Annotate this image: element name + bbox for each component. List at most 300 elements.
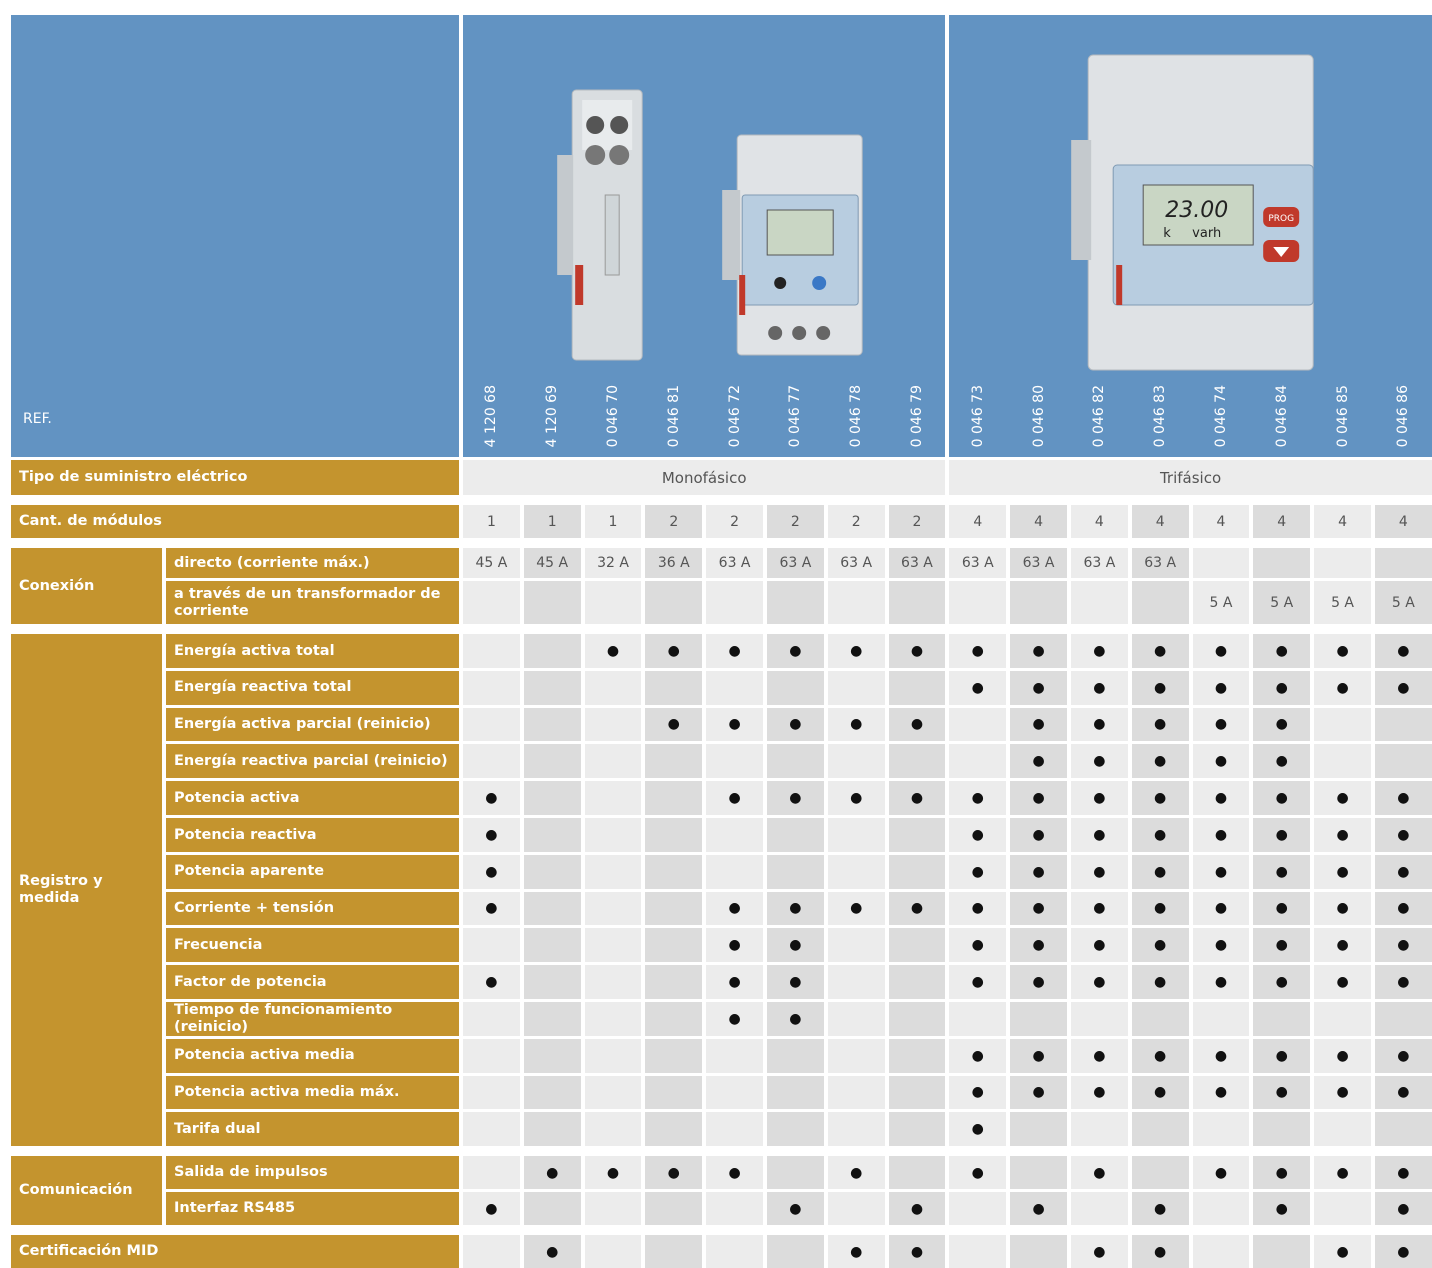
mid-cell bbox=[1010, 1235, 1067, 1268]
registro-cell bbox=[1132, 1039, 1189, 1073]
feature-mark: ● bbox=[971, 900, 984, 917]
mid-cell bbox=[1314, 1235, 1371, 1268]
registro-cell bbox=[1375, 1039, 1432, 1073]
feature-mark: ● bbox=[1214, 679, 1228, 696]
registro-cell bbox=[1010, 781, 1067, 815]
registro-cell bbox=[1314, 1002, 1371, 1036]
registro-cell bbox=[1132, 818, 1189, 852]
conexion-value bbox=[1375, 548, 1432, 578]
feature-mark: ● bbox=[1154, 1084, 1167, 1101]
registro-cell bbox=[585, 965, 642, 999]
registro-cell bbox=[1314, 634, 1371, 668]
registro-cell bbox=[1253, 892, 1310, 926]
three-phase-meter-image bbox=[949, 35, 1431, 375]
registro-cell bbox=[1132, 1112, 1189, 1146]
registro-cell bbox=[1071, 1112, 1128, 1146]
comunicacion-row-label: Interfaz RS485 bbox=[166, 1192, 459, 1225]
feature-mark: ● bbox=[1214, 974, 1228, 991]
comunicacion-cell bbox=[949, 1192, 1006, 1225]
feature-mark: ● bbox=[789, 937, 802, 954]
svg-text:PROG: PROG bbox=[1268, 214, 1295, 224]
feature-mark: ● bbox=[1397, 1200, 1410, 1217]
mid-cell bbox=[1132, 1235, 1189, 1268]
registro-row-label: Potencia activa media máx. bbox=[166, 1076, 459, 1110]
comunicacion-cell bbox=[1375, 1156, 1432, 1189]
registro-cell bbox=[1375, 744, 1432, 778]
registro-row-label: Potencia reactiva bbox=[166, 818, 459, 852]
conexion-value bbox=[1132, 581, 1189, 624]
feature-mark: ● bbox=[728, 900, 741, 917]
registro-cell bbox=[767, 744, 824, 778]
registro-cell bbox=[1132, 855, 1189, 889]
comunicacion-group-label: Comunicación bbox=[11, 1156, 162, 1225]
feature-mark: ● bbox=[1154, 679, 1167, 696]
registro-cell bbox=[1253, 855, 1310, 889]
ref-code-text: 0 046 82 bbox=[1091, 384, 1108, 447]
registro-cell bbox=[645, 855, 702, 889]
registro-cell bbox=[767, 634, 824, 668]
feature-mark: ● bbox=[1093, 642, 1106, 659]
registro-cell bbox=[1375, 928, 1432, 962]
registro-cell bbox=[524, 965, 581, 999]
conexion-value: 63 A bbox=[1071, 548, 1128, 578]
product-comparison-table bbox=[11, 0, 1432, 1268]
meter-display-text: 23.00 bbox=[1165, 198, 1229, 223]
svg-text:k: k bbox=[1163, 226, 1172, 241]
feature-mark: ● bbox=[1397, 937, 1410, 954]
registro-cell bbox=[889, 781, 946, 815]
registro-cell bbox=[706, 1112, 763, 1146]
registro-cell bbox=[889, 892, 946, 926]
mid-cell bbox=[645, 1235, 702, 1268]
registro-cell bbox=[463, 1002, 520, 1036]
mid-cell bbox=[949, 1235, 1006, 1268]
registro-cell bbox=[463, 855, 520, 889]
registro-cell bbox=[1132, 744, 1189, 778]
registro-cell bbox=[1071, 855, 1128, 889]
registro-cell bbox=[1132, 928, 1189, 962]
feature-mark: ● bbox=[1275, 679, 1288, 696]
supply-type-label: Tipo de suministro eléctrico bbox=[11, 460, 459, 495]
ref-label: REF. bbox=[11, 15, 459, 457]
feature-mark: ● bbox=[910, 642, 924, 659]
feature-mark: ● bbox=[1275, 937, 1288, 954]
feature-mark: ● bbox=[1154, 863, 1167, 880]
registro-cell bbox=[585, 671, 642, 705]
feature-mark: ● bbox=[728, 790, 741, 807]
modules-label: Cant. de módulos bbox=[11, 505, 459, 538]
registro-cell bbox=[1375, 892, 1432, 926]
feature-mark: ● bbox=[1336, 937, 1349, 954]
registro-cell bbox=[949, 1112, 1006, 1146]
feature-mark: ● bbox=[1032, 753, 1045, 770]
feature-mark: ● bbox=[1275, 1047, 1288, 1064]
registro-cell bbox=[1253, 1112, 1310, 1146]
registro-cell bbox=[889, 1002, 946, 1036]
registro-cell bbox=[706, 855, 763, 889]
feature-mark: ● bbox=[1154, 937, 1167, 954]
registro-cell bbox=[949, 928, 1006, 962]
registro-cell bbox=[1071, 708, 1128, 742]
registro-cell bbox=[949, 1039, 1006, 1073]
registro-cell bbox=[645, 965, 702, 999]
feature-mark: ● bbox=[1093, 937, 1106, 954]
registro-cell bbox=[1071, 965, 1128, 999]
registro-cell bbox=[463, 671, 520, 705]
feature-mark: ● bbox=[850, 1164, 863, 1181]
registro-cell bbox=[767, 1039, 824, 1073]
modules-value: 4 bbox=[1193, 505, 1250, 538]
header-images-mono bbox=[463, 15, 945, 457]
conexion-value: 63 A bbox=[706, 548, 763, 578]
registro-cell bbox=[1314, 781, 1371, 815]
feature-mark: ● bbox=[1214, 826, 1228, 843]
registro-cell bbox=[585, 855, 642, 889]
conexion-value: 45 A bbox=[524, 548, 581, 578]
registro-cell bbox=[463, 1076, 520, 1110]
registro-cell bbox=[524, 708, 581, 742]
registro-cell bbox=[889, 708, 946, 742]
registro-cell bbox=[1071, 1039, 1128, 1073]
feature-mark: ● bbox=[971, 863, 984, 880]
feature-mark: ● bbox=[546, 1164, 559, 1181]
comunicacion-cell bbox=[585, 1192, 642, 1225]
registro-cell bbox=[1071, 818, 1128, 852]
feature-mark: ● bbox=[1093, 790, 1106, 807]
feature-mark: ● bbox=[1397, 1047, 1410, 1064]
modules-value: 1 bbox=[524, 505, 581, 538]
conexion-value: 36 A bbox=[645, 548, 702, 578]
modules-value: 4 bbox=[949, 505, 1006, 538]
registro-cell bbox=[1253, 781, 1310, 815]
registro-row-label: Energía activa parcial (reinicio) bbox=[166, 708, 459, 742]
registro-cell bbox=[1010, 928, 1067, 962]
conexion-value bbox=[1193, 548, 1250, 578]
feature-mark: ● bbox=[606, 642, 620, 659]
registro-cell bbox=[1193, 744, 1250, 778]
registro-cell bbox=[1253, 671, 1310, 705]
comunicacion-cell bbox=[1010, 1192, 1067, 1225]
registro-cell bbox=[767, 965, 824, 999]
registro-cell bbox=[767, 892, 824, 926]
modules-value: 2 bbox=[889, 505, 946, 538]
registro-cell bbox=[1375, 965, 1432, 999]
comunicacion-cell bbox=[1010, 1156, 1067, 1189]
feature-mark: ● bbox=[1214, 863, 1228, 880]
feature-mark: ● bbox=[1032, 790, 1045, 807]
feature-mark: ● bbox=[971, 937, 984, 954]
registro-cell bbox=[1253, 708, 1310, 742]
registro-cell bbox=[828, 928, 885, 962]
registro-cell bbox=[1071, 1002, 1128, 1036]
registro-cell bbox=[1071, 744, 1128, 778]
registro-cell bbox=[1193, 818, 1250, 852]
registro-cell bbox=[889, 1039, 946, 1073]
feature-mark: ● bbox=[606, 1164, 620, 1181]
feature-mark: ● bbox=[971, 1121, 984, 1138]
modules-value: 2 bbox=[706, 505, 763, 538]
modules-value: 2 bbox=[645, 505, 702, 538]
conexion-value: 63 A bbox=[949, 548, 1006, 578]
registro-cell bbox=[828, 634, 885, 668]
feature-mark: ● bbox=[1032, 716, 1045, 733]
registro-cell bbox=[1253, 965, 1310, 999]
feature-mark: ● bbox=[1397, 1084, 1410, 1101]
feature-mark: ● bbox=[1032, 1084, 1045, 1101]
feature-mark: ● bbox=[1032, 900, 1045, 917]
registro-cell bbox=[1132, 892, 1189, 926]
modules-value: 4 bbox=[1071, 505, 1128, 538]
mid-cell bbox=[463, 1235, 520, 1268]
registro-cell bbox=[645, 634, 702, 668]
registro-cell bbox=[585, 1039, 642, 1073]
feature-mark: ● bbox=[1275, 974, 1288, 991]
registro-cell bbox=[949, 1002, 1006, 1036]
registro-cell bbox=[1193, 965, 1250, 999]
registro-row-label: Factor de potencia bbox=[166, 965, 459, 999]
registro-cell bbox=[828, 1039, 885, 1073]
registro-cell bbox=[828, 818, 885, 852]
registro-cell bbox=[828, 1076, 885, 1110]
feature-mark: ● bbox=[1093, 1047, 1106, 1064]
feature-mark: ● bbox=[667, 716, 680, 733]
feature-mark: ● bbox=[1032, 974, 1045, 991]
registro-cell bbox=[524, 1112, 581, 1146]
registro-cell bbox=[1193, 1112, 1250, 1146]
registro-cell bbox=[524, 781, 581, 815]
feature-mark: ● bbox=[1275, 1084, 1288, 1101]
registro-row-label: Potencia aparente bbox=[166, 855, 459, 889]
feature-mark: ● bbox=[1397, 1164, 1410, 1181]
registro-cell bbox=[1071, 634, 1128, 668]
registro-cell bbox=[1071, 928, 1128, 962]
comunicacion-cell bbox=[1193, 1192, 1250, 1225]
conexion-value: 63 A bbox=[1132, 548, 1189, 578]
ref-code-text: 0 046 83 bbox=[1152, 384, 1169, 447]
registro-cell bbox=[949, 818, 1006, 852]
feature-mark: ● bbox=[1093, 826, 1106, 843]
registro-cell bbox=[524, 892, 581, 926]
registro-cell bbox=[767, 1076, 824, 1110]
registro-cell bbox=[463, 744, 520, 778]
feature-mark: ● bbox=[1275, 900, 1288, 917]
ref-code-text: 0 046 86 bbox=[1395, 384, 1412, 447]
supply-tri: Trifásico bbox=[949, 460, 1431, 495]
registro-cell bbox=[1314, 965, 1371, 999]
feature-mark: ● bbox=[1336, 642, 1349, 659]
registro-cell bbox=[706, 965, 763, 999]
feature-mark: ● bbox=[1093, 974, 1106, 991]
registro-cell bbox=[1375, 1112, 1432, 1146]
registro-cell bbox=[767, 671, 824, 705]
feature-mark: ● bbox=[1397, 863, 1410, 880]
registro-cell bbox=[1375, 671, 1432, 705]
registro-cell bbox=[828, 671, 885, 705]
registro-cell bbox=[706, 818, 763, 852]
registro-cell bbox=[1314, 818, 1371, 852]
feature-mark: ● bbox=[1154, 1243, 1167, 1260]
registro-cell bbox=[463, 708, 520, 742]
feature-mark: ● bbox=[1214, 937, 1228, 954]
feature-mark: ● bbox=[728, 937, 741, 954]
registro-cell bbox=[889, 855, 946, 889]
registro-cell bbox=[1132, 1076, 1189, 1110]
feature-mark: ● bbox=[1214, 790, 1228, 807]
registro-cell bbox=[585, 1112, 642, 1146]
ref-code-text: 0 046 70 bbox=[604, 384, 621, 447]
registro-cell bbox=[1010, 965, 1067, 999]
comunicacion-cell bbox=[767, 1156, 824, 1189]
conexion-row-label: a través de un transformador de corriente bbox=[166, 581, 459, 624]
mid-cell bbox=[1071, 1235, 1128, 1268]
ref-code-text: 0 046 73 bbox=[969, 384, 986, 447]
comunicacion-cell bbox=[889, 1156, 946, 1189]
feature-mark: ● bbox=[1154, 790, 1167, 807]
registro-cell bbox=[1375, 1002, 1432, 1036]
feature-mark: ● bbox=[850, 900, 863, 917]
feature-mark: ● bbox=[1397, 974, 1410, 991]
comunicacion-cell bbox=[1132, 1156, 1189, 1189]
feature-mark: ● bbox=[728, 974, 741, 991]
registro-cell bbox=[1010, 855, 1067, 889]
conexion-row-label: directo (corriente máx.) bbox=[166, 548, 459, 578]
single-phase-meters-image bbox=[463, 35, 945, 375]
feature-mark: ● bbox=[1397, 900, 1410, 917]
registro-cell bbox=[1010, 634, 1067, 668]
registro-cell bbox=[889, 671, 946, 705]
feature-mark: ● bbox=[1154, 974, 1167, 991]
registro-cell bbox=[524, 1076, 581, 1110]
feature-mark: ● bbox=[1032, 937, 1045, 954]
feature-mark: ● bbox=[1214, 900, 1228, 917]
feature-mark: ● bbox=[1032, 642, 1045, 659]
feature-mark: ● bbox=[1397, 826, 1410, 843]
conexion-value: 5 A bbox=[1193, 581, 1250, 624]
registro-cell bbox=[1010, 892, 1067, 926]
feature-mark: ● bbox=[1336, 974, 1349, 991]
registro-cell bbox=[828, 892, 885, 926]
ref-code-text: 4 120 69 bbox=[544, 384, 561, 447]
feature-mark: ● bbox=[1275, 790, 1288, 807]
registro-row-label: Potencia activa media bbox=[166, 1039, 459, 1073]
feature-mark: ● bbox=[850, 716, 863, 733]
registro-cell bbox=[645, 1076, 702, 1110]
registro-cell bbox=[1253, 1002, 1310, 1036]
registro-cell bbox=[1193, 1039, 1250, 1073]
registro-cell bbox=[1314, 1076, 1371, 1110]
registro-cell bbox=[889, 744, 946, 778]
registro-cell bbox=[949, 781, 1006, 815]
registro-cell bbox=[889, 818, 946, 852]
registro-cell bbox=[1375, 855, 1432, 889]
feature-mark: ● bbox=[1154, 826, 1167, 843]
registro-cell bbox=[949, 671, 1006, 705]
registro-cell bbox=[1071, 1076, 1128, 1110]
feature-mark: ● bbox=[728, 1164, 741, 1181]
registro-cell bbox=[949, 892, 1006, 926]
conexion-value bbox=[706, 581, 763, 624]
registro-cell bbox=[645, 1002, 702, 1036]
registro-cell bbox=[463, 818, 520, 852]
feature-mark: ● bbox=[1275, 716, 1288, 733]
registro-cell bbox=[1193, 855, 1250, 889]
conexion-value bbox=[585, 581, 642, 624]
mid-cell bbox=[585, 1235, 642, 1268]
registro-cell bbox=[463, 1039, 520, 1073]
conexion-value: 5 A bbox=[1253, 581, 1310, 624]
registro-cell bbox=[1193, 708, 1250, 742]
registro-cell bbox=[706, 928, 763, 962]
conexion-value: 63 A bbox=[828, 548, 885, 578]
registro-cell bbox=[1253, 1076, 1310, 1110]
conexion-value bbox=[1071, 581, 1128, 624]
feature-mark: ● bbox=[1093, 1084, 1106, 1101]
feature-mark: ● bbox=[1032, 863, 1045, 880]
conexion-group-label: Conexión bbox=[11, 548, 162, 624]
comunicacion-row-label: Salida de impulsos bbox=[166, 1156, 459, 1189]
comunicacion-cell bbox=[524, 1192, 581, 1225]
feature-mark: ● bbox=[1275, 826, 1288, 843]
feature-mark: ● bbox=[485, 826, 498, 843]
registro-row-label: Tiempo de funcionamiento (reinicio) bbox=[166, 1002, 459, 1036]
registro-cell bbox=[1010, 708, 1067, 742]
feature-mark: ● bbox=[910, 1243, 924, 1260]
ref-code-text: 4 120 68 bbox=[483, 384, 500, 447]
mid-cell bbox=[706, 1235, 763, 1268]
registro-cell bbox=[524, 634, 581, 668]
registro-cell bbox=[889, 965, 946, 999]
feature-mark: ● bbox=[1154, 753, 1167, 770]
registro-cell bbox=[585, 781, 642, 815]
modules-value: 4 bbox=[1253, 505, 1310, 538]
mid-label: Certificación MID bbox=[11, 1235, 459, 1268]
registro-cell bbox=[1375, 781, 1432, 815]
registro-row-label: Corriente + tensión bbox=[166, 892, 459, 926]
feature-mark: ● bbox=[1275, 753, 1288, 770]
registro-cell bbox=[463, 965, 520, 999]
registro-cell bbox=[1314, 1112, 1371, 1146]
comunicacion-cell bbox=[463, 1156, 520, 1189]
feature-mark: ● bbox=[910, 716, 924, 733]
registro-cell bbox=[1010, 1002, 1067, 1036]
registro-cell bbox=[767, 818, 824, 852]
feature-mark: ● bbox=[971, 1047, 984, 1064]
registro-cell bbox=[524, 928, 581, 962]
registro-cell bbox=[1253, 634, 1310, 668]
modules-value: 4 bbox=[1375, 505, 1432, 538]
feature-mark: ● bbox=[971, 1164, 984, 1181]
feature-mark: ● bbox=[1154, 716, 1167, 733]
feature-mark: ● bbox=[667, 1164, 680, 1181]
feature-mark: ● bbox=[971, 974, 984, 991]
comunicacion-cell bbox=[524, 1156, 581, 1189]
registro-cell bbox=[1193, 1002, 1250, 1036]
ref-code-text: 0 046 85 bbox=[1334, 384, 1351, 447]
feature-mark: ● bbox=[728, 642, 741, 659]
registro-row-label: Energía activa total bbox=[166, 634, 459, 668]
registro-cell bbox=[1314, 1039, 1371, 1073]
comunicacion-cell bbox=[889, 1192, 946, 1225]
registro-cell bbox=[1314, 671, 1371, 705]
svg-text:varh: varh bbox=[1192, 226, 1222, 241]
registro-cell bbox=[463, 781, 520, 815]
registro-cell bbox=[828, 965, 885, 999]
registro-cell bbox=[828, 708, 885, 742]
registro-group-label: Registro y medida bbox=[11, 634, 162, 1146]
feature-mark: ● bbox=[1214, 1164, 1228, 1181]
registro-cell bbox=[706, 781, 763, 815]
feature-mark: ● bbox=[971, 642, 984, 659]
